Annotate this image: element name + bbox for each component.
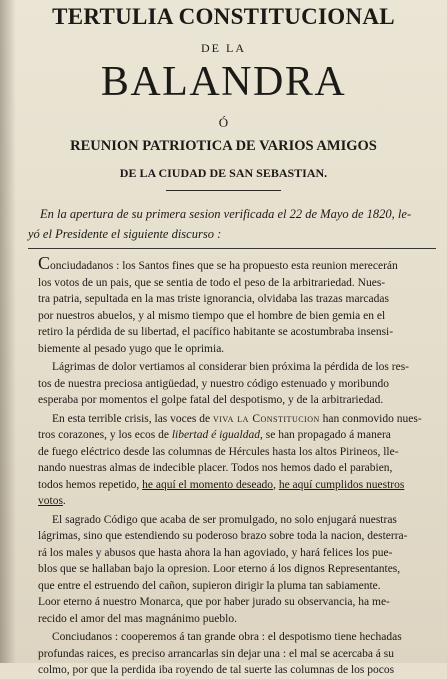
document-title: TERTULIA CONSTITUCIONAL <box>52 4 395 29</box>
text-span: tros corazones, y los ecos de <box>38 429 172 441</box>
text-line: colmo, por que la perdida iba royendo de tal suerte las columnas de los pocos <box>38 664 395 676</box>
text-span: han conmovido nues- <box>319 412 422 425</box>
paragraph-1 <box>38 255 434 357</box>
subtitle-ciudad: DE LA CIUDAD DE SAN SEBASTIAN. <box>119 166 328 180</box>
text-line: Loor eterno á nuestro Monarca, que por haber jurado su observancia, ha me- <box>38 596 390 608</box>
text-line: biemente al pesado yugo que le oprimia. <box>38 342 225 355</box>
title-o: Ó <box>218 115 229 130</box>
paragraph-5 <box>38 629 434 679</box>
text-line: que entre el estruendo del cañon, supieron dirigir la pluma tan sabiamente. <box>38 579 381 592</box>
text-line: esperaba por momentos el golpe fatal del despotismo, y de la arbitrariedad. <box>38 394 384 406</box>
underlined-text: votos <box>38 495 63 507</box>
text-span: En esta terrible crisis, las voces de <box>52 412 213 425</box>
title-rule <box>166 190 281 191</box>
text-line: El sagrado Código que acaba de ser promulgado, no solo enjugará nuestras <box>52 513 397 526</box>
text-line <box>38 427 434 444</box>
text-span: , se han propagado á manera <box>259 429 391 441</box>
intro-line: En la apertura de su primera sesion verificada el 22 de Mayo de 1820, le- <box>40 207 412 221</box>
text-line: de fuego eléctrico desde las columnas de Hércules hasta los altos Pirineos, lle- <box>38 445 399 458</box>
text-line: tos de nuestra preciosa antigüedad, y nuestro código estenuado y moribundo <box>38 377 389 390</box>
drop-cap: C <box>38 253 51 273</box>
text-line: lágrimas, sino que estendiendo su poderoso brazo sobre toda la nacion, desterra- <box>38 530 408 542</box>
text-line: blos que se hallaban bajo la opresion. Loor eterno á los dignos Representantes, <box>38 563 401 575</box>
paragraph-3 <box>38 411 434 510</box>
italic-text: libertad é igualdad <box>171 429 260 441</box>
text-line: tra patria, sepultada en la mas triste ignorancia, olvidaba las trazas marcadas <box>38 293 389 305</box>
title-de-la: DE LA <box>201 41 246 55</box>
text-line: Conciudanos : cooperemos á tan grande obra : el despotismo tiene hechadas <box>52 631 402 643</box>
text-line: retiro la pérdida de su libertad, el pacífico habitante se acostumbraba insensi- <box>38 326 394 338</box>
title-balandra: BALANDRA <box>100 59 347 105</box>
text-line: los votos de un pais, que se sentia de todo el peso de la arbitrariedad. Nues- <box>38 276 386 289</box>
text-span: , <box>273 478 279 491</box>
underlined-text: he aquí el momento deseado <box>142 478 274 491</box>
subtitle-reunion: REUNION PATRIOTICA DE VARIOS AMIGOS <box>70 138 377 154</box>
underlined-text: he aquí cumplidos nuestros <box>278 478 405 491</box>
text-line: recido el amor del mas magnánimo pueblo. <box>38 612 237 625</box>
text-line: Lágrimas de dolor vertiamos al considerar bien próxima la pérdida de los res- <box>52 361 410 373</box>
text-line: por nuestros abuelos, y al mismo tiempo que el hombre de bien gemia en el <box>38 309 386 322</box>
paragraph-2 <box>38 359 434 409</box>
text-span: . <box>62 495 66 507</box>
text-line <box>38 411 434 428</box>
text-line <box>38 255 434 275</box>
text-line <box>38 493 434 510</box>
text-line <box>38 477 434 494</box>
text-span: onciudadanos : los Santos fines que se ha propuesto esta reunion merecerán <box>50 260 398 272</box>
text-span: todos hemos repetido, <box>38 478 143 491</box>
intro-paragraph <box>28 204 432 244</box>
text-line: rá los males y abusos que hasta ahora la han agoviado, y hará felices los pue- <box>38 546 393 559</box>
small-caps-text: viva la Constitucion <box>212 412 320 425</box>
text-line: profundas raices, es preciso arrancarlas sin dejar una : el mal se acercaba á su <box>38 647 395 660</box>
intro-line: yó el Presidente el siguiente discurso : <box>28 227 222 241</box>
text-line: nando nuestras almas de indecible placer. Todos nos hemos dado el parabien, <box>38 462 393 474</box>
section-divider <box>28 248 436 249</box>
paragraph-4 <box>38 512 434 628</box>
speech-body <box>38 255 434 679</box>
